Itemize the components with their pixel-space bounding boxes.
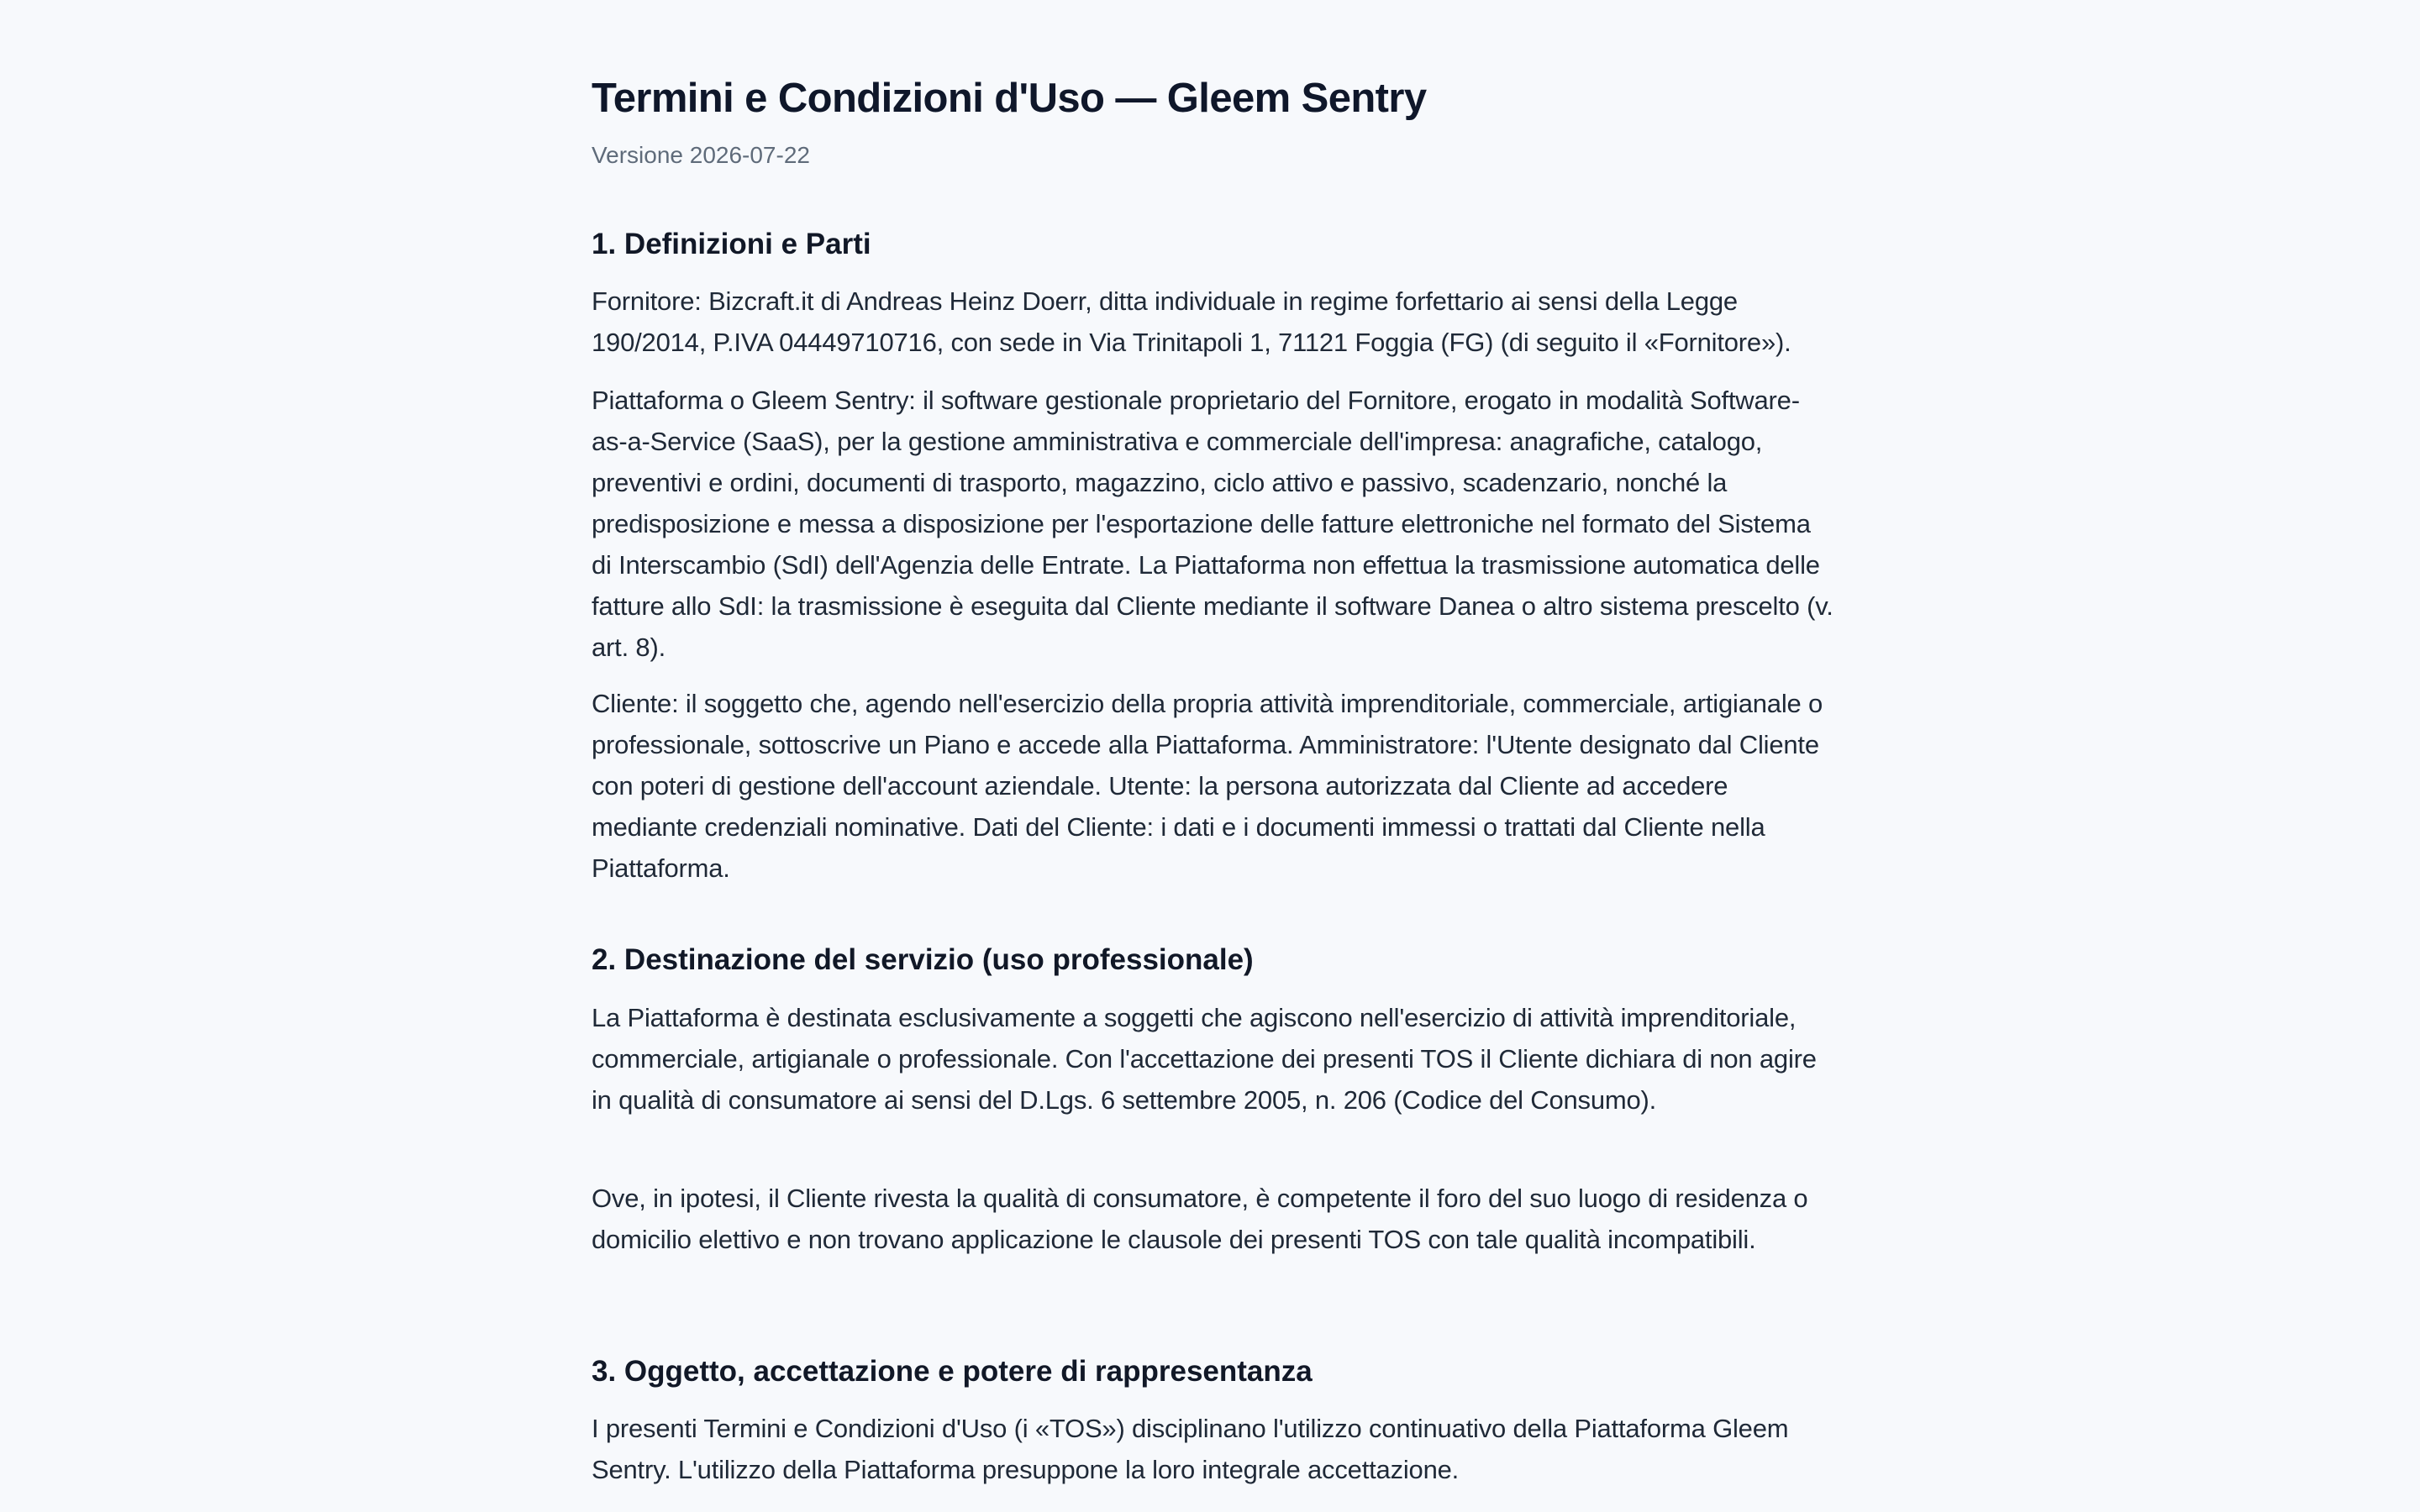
section-heading: 3. Oggetto, accettazione e potere di rappresentanza — [592, 1355, 1313, 1388]
paragraph: Cliente: il soggetto che, agendo nell'esercizio della propria attività imprenditoriale, commerciale, artigianale o professionale, sottoscrive un Piano e accede alla Piattaforma. Amministratore: l'Utente designato dal Cliente con poteri di gestione dell'account aziendale. Utente: la persona autorizzata dal Cliente ad accedere mediante credenziali nominative. Dati del Cliente: i dati e i documenti immessi o trattati dal Cliente nella Piattaforma. — [592, 689, 1823, 883]
paragraph: I presenti Termini e Condizioni d'Uso (i «TOS») disciplinano l'utilizzo continuativo della Piattaforma Gleem Sentry. L'utilizzo della Piattaforma presuppone la loro integrale accettazione. — [592, 1414, 1789, 1484]
page-title: Termini e Condizioni d'Uso — Gleem Sentry — [592, 76, 1427, 121]
document-version: Versione 2026-07-22 — [592, 142, 810, 168]
paragraph: Ove, in ipotesi, il Cliente rivesta la qualità di consumatore, è competente il foro del suo luogo di residenza o domicilio elettivo e non trovano applicazione le clausole dei presenti TOS con tale qualità incompatibili. — [592, 1184, 1808, 1254]
paragraph: Fornitore: Bizcraft.it di Andreas Heinz Doerr, ditta individuale in regime forfettario ai sensi della Legge 190/2014, P.IVA 04449710716, con sede in Via Trinitapoli 1, 71121 Foggia (FG) (di seguito il «Fornitore»). — [592, 286, 1791, 357]
section-heading: 1. Definizioni e Parti — [592, 228, 871, 260]
paragraph: La Piattaforma è destinata esclusivamente a soggetti che agiscono nell'esercizio di attività imprenditoriale, commerciale, artigianale o professionale. Con l'accettazione dei presenti TOS il Cliente dichiara di non agire in qualità di consumatore ai sensi del D.Lgs. 6 settembre 2005, n. 206 (Codice del Consumo). — [592, 1003, 1817, 1115]
paragraph: Piattaforma o Gleem Sentry: il software gestionale proprietario del Fornitore, erogato in modalità Software-as-a-Service (SaaS), per la gestione amministrativa e commerciale dell'impresa: anagrafiche, catalogo, preventivi e ordini, documenti di trasporto, magazzino, ciclo attivo e passivo, scadenzario, nonché la predisposizione e messa a disposizione per l'esportazione delle fatture elettroniche nel formato del Sistema di Interscambio (SdI) dell'Agenzia delle Entrate. La Piattaforma non effettua la trasmissione automatica delle fatture allo SdI: la trasmissione è eseguita dal Cliente mediante il software Danea o altro sistema prescelto (v. art. 8). — [592, 386, 1833, 662]
section-heading: 2. Destinazione del servizio (uso professionale) — [592, 943, 1254, 976]
